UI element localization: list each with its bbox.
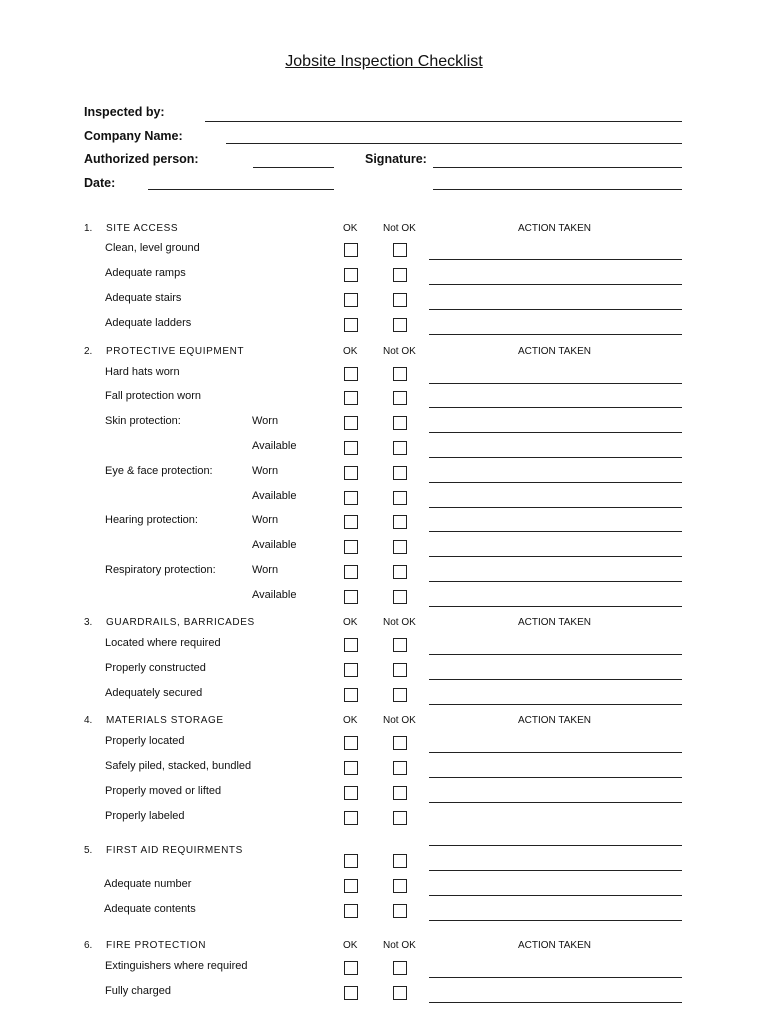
ok-checkbox[interactable] [344, 736, 358, 750]
checklist-item-sublabel: Worn [252, 465, 279, 477]
not-ok-checkbox[interactable] [393, 391, 407, 405]
ok-checkbox[interactable] [344, 391, 358, 405]
action-taken-field[interactable] [429, 407, 682, 408]
not-ok-checkbox[interactable] [393, 663, 407, 677]
not-ok-checkbox[interactable] [393, 811, 407, 825]
not-ok-checkbox[interactable] [393, 367, 407, 381]
action-taken-field[interactable] [429, 1002, 682, 1003]
action-taken-field[interactable] [429, 457, 682, 458]
ok-checkbox[interactable] [344, 811, 358, 825]
not-ok-column-header: Not OK [383, 223, 416, 234]
ok-checkbox[interactable] [344, 565, 358, 579]
checklist-item-label: Properly moved or lifted [105, 785, 222, 797]
checklist-item-label: Hard hats worn [105, 366, 180, 378]
not-ok-checkbox[interactable] [393, 761, 407, 775]
action-taken-field[interactable] [429, 895, 682, 896]
not-ok-checkbox[interactable] [393, 441, 407, 455]
section-title: FIRE PROTECTION [106, 940, 207, 951]
action-taken-field[interactable] [429, 654, 682, 655]
section-number: 5. [84, 845, 93, 856]
checklist-item-label: Adequate ladders [105, 317, 192, 329]
action-taken-column-header: ACTION TAKEN [518, 346, 591, 357]
action-taken-column-header: ACTION TAKEN [518, 940, 591, 951]
action-taken-field[interactable] [429, 432, 682, 433]
signature-label: Signature: [365, 152, 427, 166]
not-ok-column-header: Not OK [383, 617, 416, 628]
checklist-item-sublabel: Available [252, 440, 297, 452]
not-ok-checkbox[interactable] [393, 565, 407, 579]
ok-checkbox[interactable] [344, 318, 358, 332]
checklist-item-label: Properly labeled [105, 810, 185, 822]
ok-checkbox[interactable] [344, 441, 358, 455]
authorized-person-label: Authorized person: [84, 152, 199, 166]
checklist-item-sublabel: Available [252, 539, 297, 551]
section-title: SITE ACCESS [106, 223, 179, 234]
signature-field[interactable] [433, 167, 682, 168]
action-taken-field[interactable] [429, 845, 682, 846]
checklist-item-label: Skin protection: [105, 415, 181, 427]
not-ok-checkbox[interactable] [393, 854, 407, 868]
signature-extra-field[interactable] [433, 189, 682, 190]
checklist-item-label: Properly constructed [105, 662, 206, 674]
not-ok-checkbox[interactable] [393, 466, 407, 480]
action-taken-field[interactable] [429, 977, 682, 978]
section-number: 1. [84, 223, 93, 234]
action-taken-field[interactable] [429, 606, 682, 607]
not-ok-checkbox[interactable] [393, 736, 407, 750]
ok-checkbox[interactable] [344, 466, 358, 480]
action-taken-field[interactable] [429, 870, 682, 871]
ok-checkbox[interactable] [344, 638, 358, 652]
ok-checkbox[interactable] [344, 904, 358, 918]
action-taken-field[interactable] [429, 482, 682, 483]
action-taken-field[interactable] [429, 259, 682, 260]
action-taken-field[interactable] [429, 284, 682, 285]
not-ok-column-header: Not OK [383, 940, 416, 951]
not-ok-column-header: Not OK [383, 715, 416, 726]
not-ok-checkbox[interactable] [393, 786, 407, 800]
not-ok-checkbox[interactable] [393, 961, 407, 975]
page-title: Jobsite Inspection Checklist [285, 53, 483, 70]
ok-checkbox[interactable] [344, 243, 358, 257]
ok-checkbox[interactable] [344, 761, 358, 775]
checklist-item-label: Fully charged [105, 985, 172, 997]
not-ok-checkbox[interactable] [393, 638, 407, 652]
section-title: PROTECTIVE EQUIPMENT [106, 346, 245, 357]
action-taken-field[interactable] [429, 752, 682, 753]
company-name-field[interactable] [226, 143, 682, 144]
action-taken-column-header: ACTION TAKEN [518, 223, 591, 234]
ok-column-header: OK [343, 940, 358, 951]
not-ok-checkbox[interactable] [393, 590, 407, 604]
not-ok-checkbox[interactable] [393, 293, 407, 307]
inspected-by-field[interactable] [205, 121, 682, 122]
ok-checkbox[interactable] [344, 688, 358, 702]
ok-column-header: OK [343, 223, 358, 234]
ok-checkbox[interactable] [344, 786, 358, 800]
checklist-item-sublabel: Available [252, 490, 297, 502]
action-taken-field[interactable] [429, 802, 682, 803]
not-ok-checkbox[interactable] [393, 688, 407, 702]
ok-checkbox[interactable] [344, 986, 358, 1000]
not-ok-checkbox[interactable] [393, 515, 407, 529]
ok-checkbox[interactable] [344, 961, 358, 975]
not-ok-checkbox[interactable] [393, 540, 407, 554]
checklist-item-label: Extinguishers where required [105, 960, 248, 972]
action-taken-column-header: ACTION TAKEN [518, 617, 591, 628]
inspected-by-label: Inspected by: [84, 105, 165, 119]
action-taken-field[interactable] [429, 556, 682, 557]
checklist-item-label: Adequate number [104, 878, 192, 890]
checklist-item-sublabel: Worn [252, 514, 279, 526]
checklist-item-label: Eye & face protection: [105, 465, 213, 477]
action-taken-field[interactable] [429, 383, 682, 384]
section-title: FIRST AID REQUIRMENTS [106, 845, 243, 856]
action-taken-field[interactable] [429, 777, 682, 778]
checklist-item-sublabel: Worn [252, 564, 279, 576]
ok-checkbox[interactable] [344, 416, 358, 430]
ok-checkbox[interactable] [344, 590, 358, 604]
not-ok-checkbox[interactable] [393, 268, 407, 282]
action-taken-field[interactable] [429, 309, 682, 310]
action-taken-field[interactable] [429, 507, 682, 508]
authorized-person-field[interactable] [253, 167, 334, 168]
ok-checkbox[interactable] [344, 854, 358, 868]
ok-checkbox[interactable] [344, 293, 358, 307]
not-ok-checkbox[interactable] [393, 986, 407, 1000]
checklist-item-label: Safely piled, stacked, bundled [105, 760, 252, 772]
ok-checkbox[interactable] [344, 879, 358, 893]
date-field[interactable] [148, 189, 334, 190]
section-title: MATERIALS STORAGE [106, 715, 224, 726]
checklist-item-label: Fall protection worn [105, 390, 201, 402]
not-ok-checkbox[interactable] [393, 243, 407, 257]
section-number: 3. [84, 617, 93, 628]
action-taken-field[interactable] [429, 531, 682, 532]
not-ok-checkbox[interactable] [393, 416, 407, 430]
action-taken-column-header: ACTION TAKEN [518, 715, 591, 726]
not-ok-checkbox[interactable] [393, 879, 407, 893]
section-number: 6. [84, 940, 93, 951]
action-taken-field[interactable] [429, 334, 682, 335]
checklist-item-label: Adequate stairs [105, 292, 182, 304]
action-taken-field[interactable] [429, 920, 682, 921]
section-title: GUARDRAILS, BARRICADES [106, 617, 255, 628]
ok-checkbox[interactable] [344, 540, 358, 554]
action-taken-field[interactable] [429, 704, 682, 705]
not-ok-checkbox[interactable] [393, 904, 407, 918]
checklist-item-label: Properly located [105, 735, 185, 747]
checklist-item-label: Located where required [105, 637, 221, 649]
date-label: Date: [84, 176, 116, 190]
ok-checkbox[interactable] [344, 268, 358, 282]
checklist-item-label: Adequate ramps [105, 267, 186, 279]
ok-column-header: OK [343, 617, 358, 628]
not-ok-checkbox[interactable] [393, 491, 407, 505]
checklist-item-label: Clean, level ground [105, 242, 200, 254]
section-number: 2. [84, 346, 93, 357]
company-name-label: Company Name: [84, 129, 183, 143]
checklist-item-label: Adequate contents [104, 903, 196, 915]
not-ok-column-header: Not OK [383, 346, 416, 357]
ok-checkbox[interactable] [344, 515, 358, 529]
section-number: 4. [84, 715, 93, 726]
checklist-item-sublabel: Available [252, 589, 297, 601]
checklist-item-label: Hearing protection: [105, 514, 198, 526]
not-ok-checkbox[interactable] [393, 318, 407, 332]
ok-column-header: OK [343, 715, 358, 726]
action-taken-field[interactable] [429, 679, 682, 680]
ok-checkbox[interactable] [344, 663, 358, 677]
ok-checkbox[interactable] [344, 367, 358, 381]
action-taken-field[interactable] [429, 581, 682, 582]
checklist-item-label: Adequately secured [105, 687, 203, 699]
checklist-item-label: Respiratory protection: [105, 564, 216, 576]
ok-checkbox[interactable] [344, 491, 358, 505]
ok-column-header: OK [343, 346, 358, 357]
checklist-item-sublabel: Worn [252, 415, 279, 427]
